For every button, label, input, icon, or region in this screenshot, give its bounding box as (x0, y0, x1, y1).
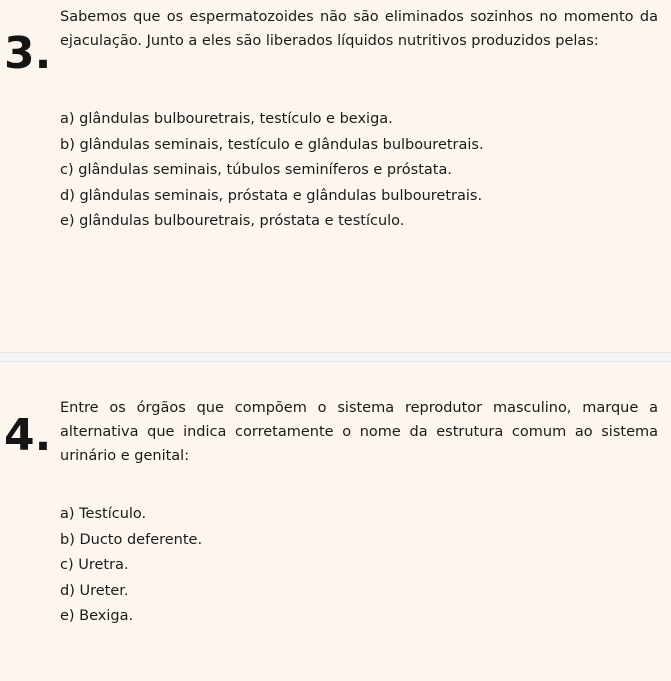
option-b: b) Ducto deferente. (60, 531, 203, 548)
question-4-card (0, 362, 671, 681)
question-number: 4. (4, 410, 52, 461)
option-b: b) glândulas seminais, testículo e glândulas bulbouretrais. (60, 136, 484, 153)
option-d: d) glândulas seminais, próstata e glândulas bulbouretrais. (60, 187, 483, 204)
option-e: e) Bexiga. (60, 608, 134, 624)
section-divider (0, 352, 671, 362)
options-list (60, 502, 202, 630)
option-a: a) Testículo. (60, 506, 147, 522)
options-list (60, 107, 484, 235)
question-number: 3. (4, 28, 52, 79)
question-stem: Sabemos que os espermatozoides não são eliminados sozinhos no momento da ejaculação. Junto a eles são liberados líquidos nutritivos produzidos pelas: (60, 9, 658, 49)
option-c: c) Uretra. (60, 557, 129, 573)
option-e: e) glândulas bulbouretrais, próstata e testículo. (60, 213, 405, 229)
option-d: d) Ureter. (60, 582, 129, 599)
question-stem: Entre os órgãos que compõem o sistema reprodutor masculino, marque a alternativa que indica corretamente o nome da estrutura comum ao sistema urinário e genital: (60, 400, 658, 464)
option-a: a) glândulas bulbouretrais, testículo e bexiga. (60, 111, 393, 127)
option-c: c) glândulas seminais, túbulos seminíferos e próstata. (60, 162, 452, 178)
